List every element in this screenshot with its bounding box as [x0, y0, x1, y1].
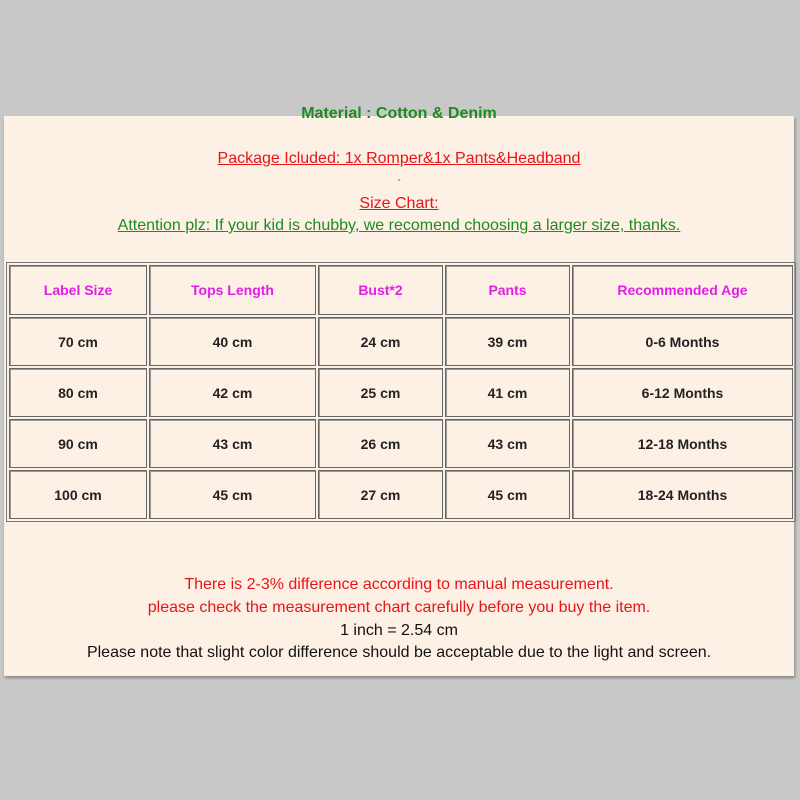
cell-tops-length: 45 cm: [149, 470, 316, 519]
cell-tops-length: 40 cm: [149, 317, 316, 366]
material-line: Material : Cotton & Denim: [301, 105, 497, 122]
cell-tops-length: 42 cm: [149, 368, 316, 417]
measurement-difference-note: There is 2-3% difference according to manual measurement.: [184, 576, 614, 593]
cell-recommended-age: 18-24 Months: [572, 470, 793, 519]
header-tops-length: Tops Length: [149, 265, 316, 315]
cell-bust: 25 cm: [318, 368, 443, 417]
table-header-row: [9, 265, 793, 315]
cell-tops-length: 43 cm: [149, 419, 316, 468]
cell-bust: 26 cm: [318, 419, 443, 468]
cell-recommended-age: 12-18 Months: [572, 419, 793, 468]
cell-bust: 24 cm: [318, 317, 443, 366]
size-table: [6, 262, 796, 522]
table-row: [9, 470, 793, 519]
cell-label-size: 70 cm: [9, 317, 147, 366]
header-pants: Pants: [445, 265, 570, 315]
table-row: [9, 368, 793, 417]
cell-pants: 41 cm: [445, 368, 570, 417]
package-included-text: Package Icluded: 1x Romper&1x Pants&Headband: [217, 150, 581, 167]
header-recommended-age: Recommended Age: [572, 265, 793, 315]
cell-label-size: 90 cm: [9, 419, 147, 468]
dash-separator: -: [397, 175, 401, 186]
size-chart-panel: [4, 105, 794, 676]
header-label-size: Label Size: [9, 265, 147, 315]
table-row: [9, 419, 793, 468]
cell-recommended-age: 6-12 Months: [572, 368, 793, 417]
cell-pants: 39 cm: [445, 317, 570, 366]
color-difference-note: Please note that slight color difference should be acceptable due to the light and screen.: [86, 644, 712, 661]
check-chart-note: please check the measurement chart carefully before you buy the item.: [147, 599, 651, 616]
cell-pants: 45 cm: [445, 470, 570, 519]
cell-pants: 43 cm: [445, 419, 570, 468]
cell-bust: 27 cm: [318, 470, 443, 519]
inch-conversion-note: 1 inch = 2.54 cm: [340, 622, 458, 639]
table-row: [9, 317, 793, 366]
header-bust: Bust*2: [318, 265, 443, 315]
size-chart-heading: Size Chart:: [359, 195, 439, 212]
cell-label-size: 100 cm: [9, 470, 147, 519]
attention-note: Attention plz: If your kid is chubby, we recomend choosing a larger size, thanks.: [117, 217, 681, 234]
cell-recommended-age: 0-6 Months: [572, 317, 793, 366]
cell-label-size: 80 cm: [9, 368, 147, 417]
